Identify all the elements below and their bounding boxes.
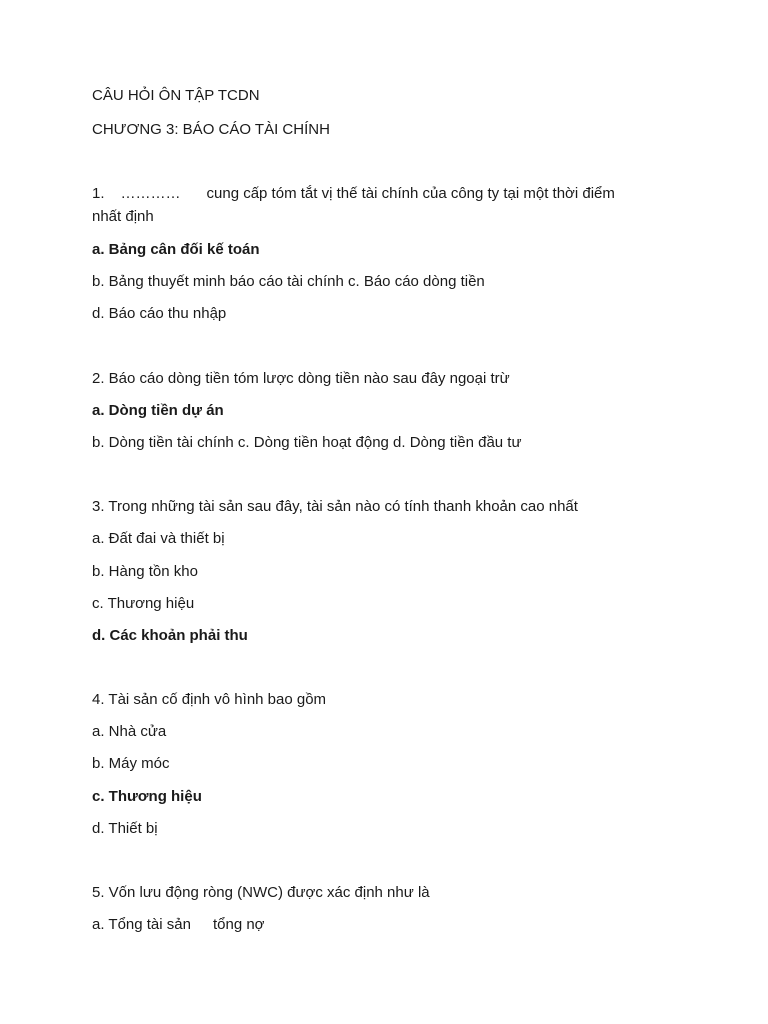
question-4-answer-c: c. Thương hiệu [92, 788, 202, 805]
question-1-blank: ………… [120, 185, 181, 202]
question-1-number: 1. [92, 185, 105, 202]
question-5: 5. Vốn lưu động ròng (NWC) được xác định như là [92, 884, 430, 901]
question-3-answer-b: b. Hàng tồn kho [92, 563, 198, 580]
question-1-text-continued: nhất định [92, 208, 154, 225]
question-5-answer-a-part1: a. Tổng tài sản [92, 916, 191, 933]
question-4-answer-b: b. Máy móc [92, 755, 170, 772]
question-1-text: cung cấp tóm tắt vị thế tài chính của công ty tại một thời điểm [206, 185, 615, 202]
question-3-answer-a: a. Đất đai và thiết bị [92, 530, 225, 547]
question-2-answer-bcd: b. Dòng tiền tài chính c. Dòng tiền hoạt động d. Dòng tiền đầu tư [92, 434, 522, 451]
question-3-answer-c: c. Thương hiệu [92, 595, 195, 612]
question-1-answer-bc: b. Bảng thuyết minh báo cáo tài chính c. Báo cáo dòng tiền [92, 273, 485, 290]
question-4-answer-a: a. Nhà cửa [92, 723, 167, 740]
question-1 [92, 184, 615, 204]
question-1-answer-a: a. Bảng cân đối kế toán [92, 241, 260, 258]
chapter-heading: CHƯƠNG 3: BÁO CÁO TÀI CHÍNH [92, 121, 330, 138]
question-1-answer-d: d. Báo cáo thu nhập [92, 305, 227, 322]
question-2-answer-a: a. Dòng tiền dự án [92, 402, 224, 419]
question-4: 4. Tài sản cố định vô hình bao gồm [92, 691, 327, 708]
question-5-answer-a [92, 915, 265, 935]
question-2: 2. Báo cáo dòng tiền tóm lược dòng tiền nào sau đây ngoại trừ [92, 370, 510, 387]
question-3: 3. Trong những tài sản sau đây, tài sản nào có tính thanh khoản cao nhất [92, 498, 578, 515]
question-5-answer-a-part2: tổng nợ [212, 916, 265, 933]
question-3-answer-d: d. Các khoản phải thu [92, 627, 248, 644]
question-4-answer-d: d. Thiết bị [92, 820, 158, 837]
document-title: CÂU HỎI ÔN TẬP TCDN [92, 87, 260, 104]
